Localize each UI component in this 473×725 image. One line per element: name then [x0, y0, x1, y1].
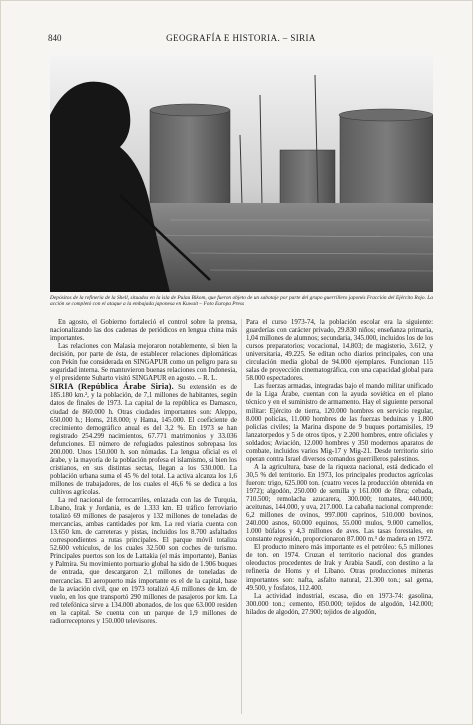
paragraph-industry: La actividad industrial, escasa, dio en 1973-74: gasolina, 300.000 ton.; cemento, 850.000; tejidos de algodón, 142.000; hilados de algodón, 27.900; tejidos de algodón,: [246, 592, 433, 616]
paragraph-foreign-relations: Las relaciones con Malasia mejoraron notablemente, si bien la decisión, por parte de ésta, de establecer relaciones diplomáticas con Pekín fue considerada en SINGAPUR como un peligro para su seguridad interna. Se mantuvieron buenas relaciones con Indonesia, y el presidente Suharto visitó SINGAPUR en agosto. – R. L.: [50, 343, 237, 383]
paragraph-mining: El producto minero más importante es el petróleo: 6,5 millones de ton. en 1974. Cruzan el territorio nacional dos grandes oleoductos procedentes de Irak y Arabia Saudí, con destino a la refinería de Homs y el Líbano. Otras producciones mineras importantes son: nafta, asfalto natural, 21.300 ton.; sal gema, 49.500, y fosfatos, 112.400.: [246, 544, 433, 592]
running-title: GEOGRAFÍA E HISTORIA. – SIRIA: [166, 33, 316, 43]
syria-overview-text: Su extensión es de 185.180 km.², y la población, de 7,1 millones de habitantes, según datos de finales de 1973. La capital de la república es Damasco, ciudad de 860.000 h. Otras ciudades importantes son: Aleppo, 650.000 h.; Homs, 218.000; y Hama, 145.000. El coeficiente de crecimiento demográfico anual es del 3,2 %. En 1973 se han registrado 254.299 nacimientos, 67.771 matrimonios y 33.036 defunciones. El número de refugiados palestinos sobrepasa los 200.000. Unos 150.000 h. son nómadas. La lengua oficial es el árabe, y la mayoría de la población profesa el islamismo, si bien los cristianos, en sus distintas sectas, llegan a los 530.000. La población urbana suma el 45 % del total. La activa alcanza los 1,6 millones de trabajadores, de los cuales el 46,6 % se dedica a los cultivos agrícolas.: [50, 384, 237, 496]
paragraph-transport: La red nacional de ferrocarriles, enlazada con las de Turquía, Líbano, Irak y Jordania, es de 1.333 km. El tráfico ferroviario totalizó 69 millones de pasajeros y 132 millones de toneladas de mercancías, ambas cantidades por km. La red viaria cuenta con 13.650 km. de carreteras y pistas, incluidos los 8.700 asfaltados correspondientes a rutas principales. El parque móvil totaliza 52.600 vehículos, de los cuales 32.500 son coches de turismo. Principales puertos son los de Lattakia (el más importante), Banias y Palmira. Su movimiento portuario global ha sido de 1.906 buques de entrada, que descargaron 2,1 millones de toneladas de mercancías. El aeropuerto más importante es el de la capital, base de la aviación civil, que en 1973 totalizó 4,6 millones de km. de vuelo, en los que transportó 290 millones de pasajeros por km. La red telefónica sirve a 134.000 abonados, de los que 63.000 residen en la capital. Se cuenta con un parque de 1,9 millones de radiorreceptores y 150.000 televisores.: [50, 497, 237, 625]
left-column: [50, 319, 237, 626]
paragraph-press-control: En agosto, el Gobierno fortaleció el control sobre la prensa, nacionalizando las dos cadenas de periódicos en lengua china más importantes.: [50, 319, 237, 343]
photo-caption: Depósitos de la refinería de la Shell, situados en la isla de Pulau Bikom, que fueron objeto de un sabotaje por parte del grupo guerrillero japonés Fracción del Ejército Rojo. La acción se completó con el ataque a la embajada japonesa en Kuwait – Foto Europa Press: [50, 295, 433, 308]
refinery-photo: [50, 55, 433, 292]
page-header: [48, 33, 434, 47]
paragraph-education: Para el curso 1973-74, la población escolar era la siguiente: guarderías con carácter privado, 29.830 niños; enseñanza primaria, 1,04 millones de alumnos; secundaria, 345.000, incluidos los de los cursos preparatorios; vocacional, 14.803; de magisterio, 3.612, y universitaria, 49.225. Se editan ocho diarios principales, con una circulación media global de 94.000 ejemplares. Funcionan 115 salas de proyección cinematográfica, con una capacidad global para 58.000 espectadores.: [246, 319, 433, 383]
paragraph-armed-forces: Las fuerzas armadas, integradas bajo el mando militar unificado de la Liga Árabe, cuentan con la ayuda soviética en el plano técnico y en el suministro de armamento. Hay el siguiente personal militar: Ejército de tierra, 120.000 hombres en servicio regular, 8.000 policías, 11.000 hombres de las fuerzas beduinas y 1.800 policías civiles; la Marina dispone de 9 buques portamisiles, 19 lanzatorpedos y 5 de otros tipos, y 2.200 hombres, entre oficiales y soldados; Aviación, 12.000 hombres y 350 modernos aparatos de combate, incluidos varios Mig-17 y Mig-21. Desde territorio sirio operan contra Israel diversos comandos guerrilleros palestinos.: [246, 383, 433, 463]
page-number: 840: [48, 33, 62, 43]
paragraph-agriculture: A la agricultura, base de la riqueza nacional, está dedicado el 30,5 % del territorio. En 1973, los principales productos agrícolas fueron: trigo, 625.000 ton. (cuatro veces la producción obtenida en 1972); algodón, 250.000 de semilla y 161.000 de fibra; cebada, 710.500; remolacha azucarera, 300.000; tomates, 440.000; aceitunas, 144.000, y uva, 217.000. La cabaña nacional comprende: 6,2 millones de ovinos, 997.000 caprinos, 510.000 bovinos, 240.000 asnos, 60.000 equinos, 55.000 mulos, 9.000 camellos, 1.000 búfalos y 4,3 millones de aves. Las tasas forestales, en constante regresión, proporcionaron 87.000 m.³ de madera en 1972.: [246, 463, 433, 544]
right-column: [246, 319, 433, 617]
section-heading-syria: SIRIA (República Árabe Siria).: [50, 382, 174, 392]
column-divider: [241, 319, 242, 714]
paragraph-syria-overview: [50, 383, 237, 497]
